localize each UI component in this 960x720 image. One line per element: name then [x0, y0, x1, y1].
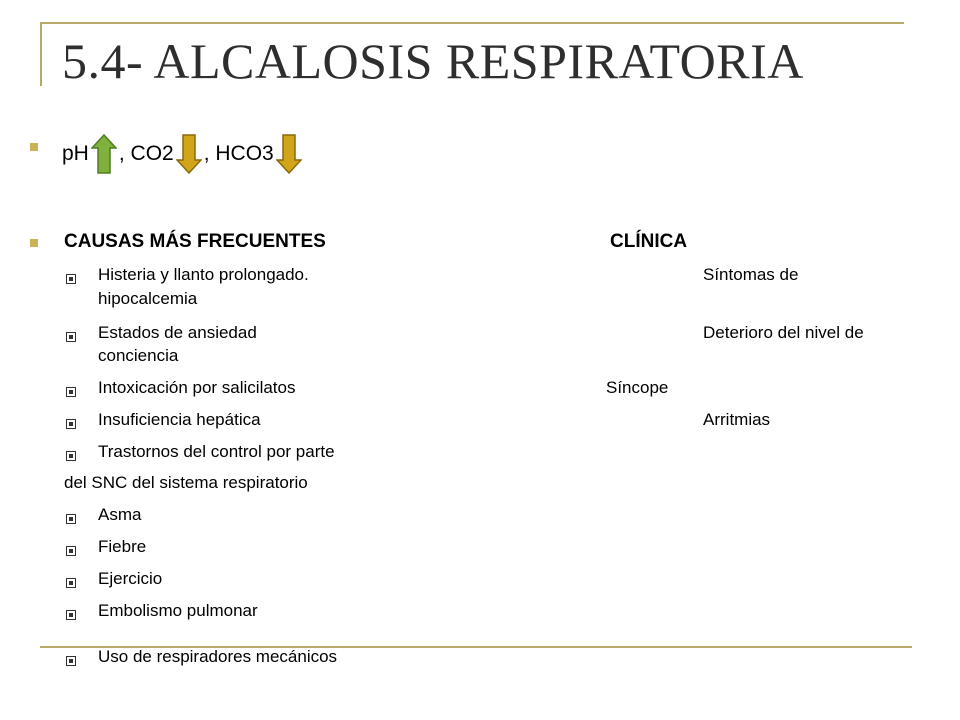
list-item-continuation: del SNC del sistema respiratorio: [64, 473, 308, 492]
list-item: Asma: [98, 505, 142, 524]
checkbox-bullet-icon: [66, 332, 76, 342]
bullet-square-icon: [30, 239, 38, 247]
frame-left-line: [40, 22, 42, 86]
bullet-square-icon: [30, 143, 38, 151]
checkbox-bullet-icon: [66, 387, 76, 397]
clinica-item: Síntomas de: [703, 265, 799, 284]
clinica-item: Síncope: [606, 378, 669, 397]
checkbox-bullet-icon: [66, 546, 76, 556]
ph-label: pH: [62, 142, 89, 165]
list-item: Uso de respiradores mecánicos: [98, 647, 338, 666]
clinica-item: Arritmias: [703, 410, 771, 429]
checkbox-bullet-icon: [66, 451, 76, 461]
list-item: Insuficiencia hepática: [98, 410, 261, 429]
list-item: Trastornos del control por parte: [98, 442, 335, 461]
hco3-label: , HCO3: [203, 142, 274, 165]
slide-title: 5.4- ALCALOSIS RESPIRATORIA: [62, 33, 804, 89]
list-item: Estados de ansiedad: [98, 323, 257, 342]
list-item: Ejercicio: [98, 569, 163, 588]
clinica-heading: CLÍNICA: [610, 231, 688, 252]
clinica-item: Deterioro del nivel de: [703, 323, 864, 342]
checkbox-bullet-icon: [66, 274, 76, 284]
co2-label: , CO2: [118, 142, 174, 165]
list-item: Fiebre: [98, 537, 147, 556]
frame-top-line: [40, 22, 904, 24]
list-item: Histeria y llanto prolongado.: [98, 265, 309, 284]
list-item: Embolismo pulmonar: [98, 601, 258, 620]
arrow-up-icon: [91, 134, 117, 174]
arrow-down-icon: [176, 134, 202, 174]
checkbox-bullet-icon: [66, 419, 76, 429]
checkbox-bullet-icon: [66, 514, 76, 524]
ph-line: [62, 134, 304, 174]
causas-heading: CAUSAS MÁS FRECUENTES: [64, 231, 326, 252]
arrow-down-icon: [276, 134, 302, 174]
checkbox-bullet-icon: [66, 656, 76, 666]
clinica-item-continuation: conciencia: [98, 346, 179, 365]
checkbox-bullet-icon: [66, 610, 76, 620]
checkbox-bullet-icon: [66, 578, 76, 588]
clinica-item-continuation: hipocalcemia: [98, 289, 198, 308]
list-item: Intoxicación por salicilatos: [98, 378, 296, 397]
